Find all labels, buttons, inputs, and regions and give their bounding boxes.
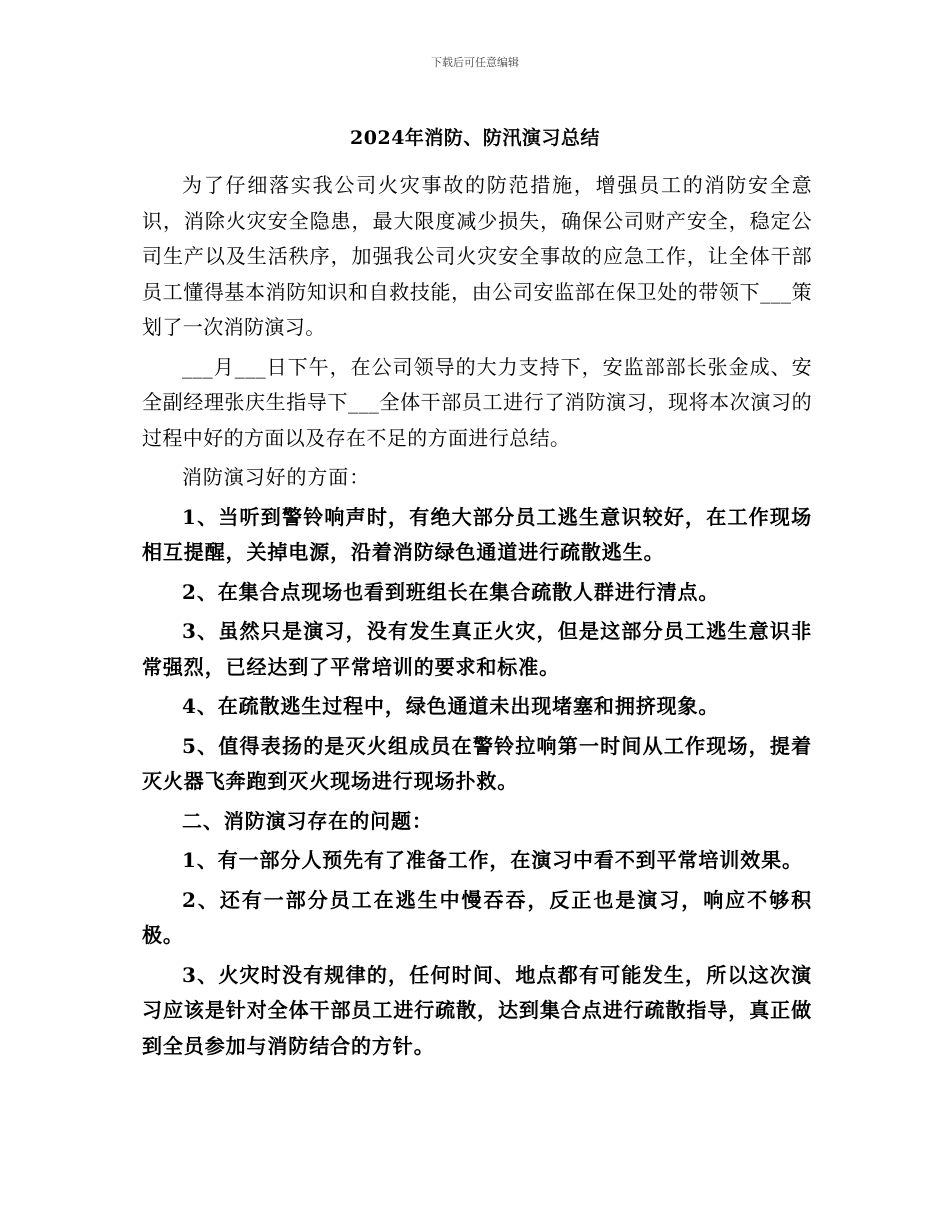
document-title: 2024年消防、防汛演习总结 xyxy=(350,127,600,149)
document-body xyxy=(142,168,812,1064)
good-aspect-5: 5、值得表扬的是灭火组成员在警铃拉响第一时间从工作现场，提着灭火器飞奔跑到灭火现场进行现场扑救。 xyxy=(142,733,812,793)
good-aspect-3: 3、虽然只是演习，没有发生真正火灾，但是这部分员工逃生意识非常强烈，已经达到了平常培训的要求和标准。 xyxy=(142,619,812,679)
good-aspect-1: 1、当听到警铃响声时，有绝大部分员工逃生意识较好，在工作现场相互提醒，关掉电源，沿着消防绿色通道进行疏散逃生。 xyxy=(142,504,812,564)
intro-paragraph: 为了仔细落实我公司火灾事故的防范措施，增强员工的消防安全意识，消除火灾安全隐患，最大限度减少损失，确保公司财产安全，稳定公司生产以及生活秩序，加强我公司火灾安全事故的应急工作，让全体干部员工懂得基本消防知识和自救技能，由公司安监部在保卫处的带领下___策划了一次消防演习。 xyxy=(142,173,812,339)
section-heading-problems: 二、消防演习存在的问题： xyxy=(182,808,433,833)
good-aspect-2: 2、在集合点现场也看到班组长在集合疏散人群进行清点。 xyxy=(182,579,720,604)
good-aspect-4: 4、在疏散逃生过程中，绿色通道未出现堵塞和拥挤现象。 xyxy=(182,694,720,718)
problem-3: 3、火灾时没有规律的，任何时间、地点都有可能发生，所以这次演习应该是针对全体干部员工进行疏散，达到集合点进行疏散指导，真正做到全员参加与消防结合的方针。 xyxy=(142,962,812,1058)
problem-1: 1、有一部分人预先有了准备工作，在演习中看不到平常培训效果。 xyxy=(182,848,803,872)
problem-2: 2、还有一部分员工在逃生中慢吞吞，反正也是演习，响应不够积极。 xyxy=(142,887,812,947)
date-paragraph: ___月___日下午，在公司领导的大力支持下，安监部部长张金成、安全副经理张庆生指导下___全体干部员工进行了消防演习，现将本次演习的过程中好的方面以及存在不足的方面进行总结。 xyxy=(142,354,812,450)
page-header-note: 下载后可任意编辑 xyxy=(431,56,519,69)
section-heading-good-aspects: 消防演习好的方面： xyxy=(182,465,371,489)
